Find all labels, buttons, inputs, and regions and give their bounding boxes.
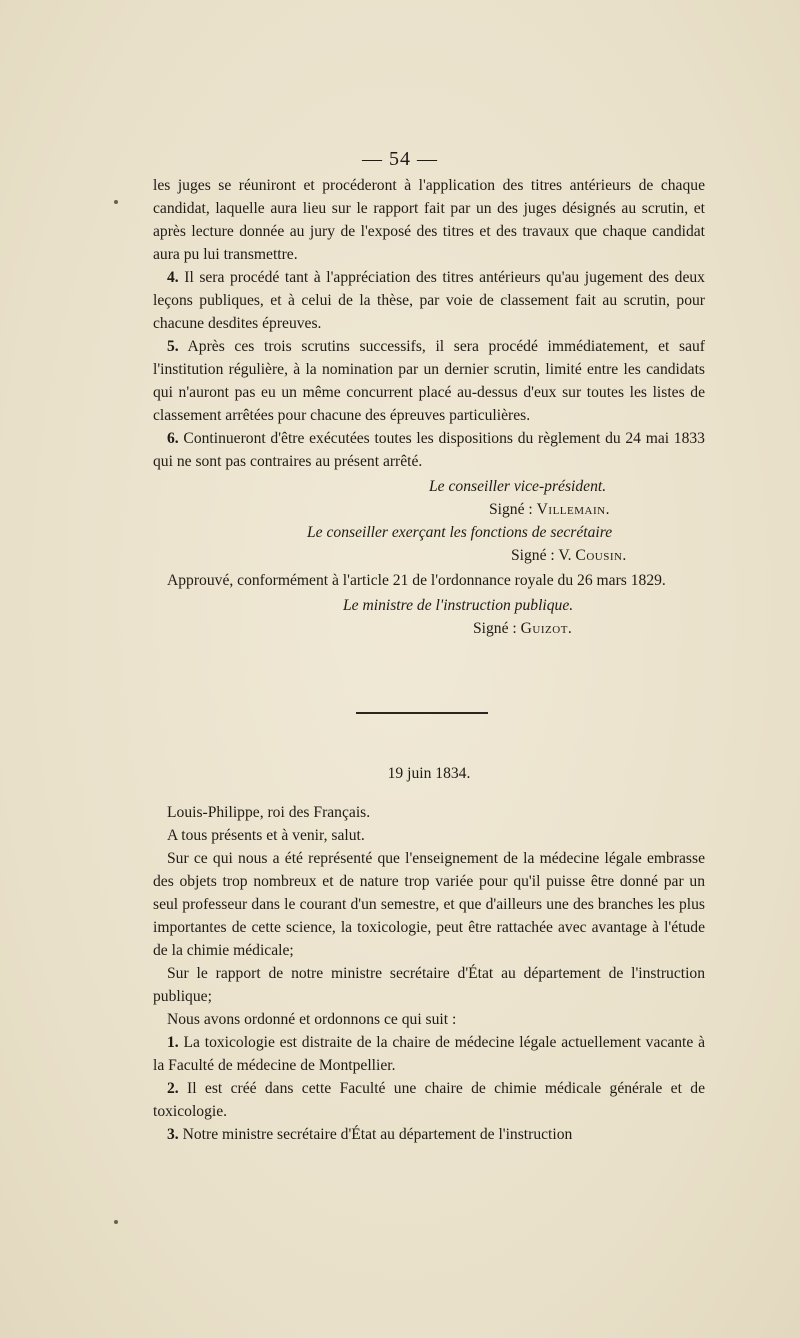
signature-secretary: [307, 521, 705, 567]
section-divider: [356, 712, 488, 714]
article-number: 5.: [167, 338, 179, 355]
signature-role: Le conseiller vice-président.: [429, 478, 607, 495]
article-number: 6.: [167, 430, 179, 447]
signature-line: [473, 617, 705, 640]
signature-minister: [343, 594, 705, 640]
signed-label: Signé :: [489, 501, 537, 518]
article-text: Continueront d'être exécutées toutes les dispositions du règlement du 24 mai 1833 qui ne sont pas contraires au présent arrêté.: [153, 430, 705, 470]
article-number: 3.: [167, 1126, 179, 1143]
article-text: Notre ministre secrétaire d'État au département de l'instruction: [182, 1126, 573, 1143]
signed-label: Signé :: [473, 620, 521, 637]
signature-name: Cousin.: [575, 547, 627, 564]
article-4: [153, 266, 705, 335]
paper-speck: [114, 1220, 118, 1224]
ordinance-date: 19 juin 1834.: [387, 765, 471, 782]
article-text: Il est créé dans cette Faculté une chaire de chimie médicale générale et de toxicologie.: [153, 1080, 705, 1120]
signature-line: [511, 544, 705, 567]
paragraph-ordonnons: Nous avons ordonné et ordonnons ce qui suit :: [167, 1011, 457, 1028]
signature-line: [489, 498, 705, 521]
article-6: [153, 427, 705, 473]
signature-name: Villemain.: [536, 501, 610, 518]
article-number: 1.: [167, 1034, 179, 1051]
salutation-line: A tous présents et à venir, salut.: [167, 827, 365, 844]
article-3: [153, 1123, 705, 1146]
paragraph-juges: les juges se réuniront et procéderont à l'application des titres antérieurs de chaque candidat, laquelle aura lieu sur le rapport fait par un des juges désignés au scrutin, et après lecture donnée au jury de l'exposé des titres et des travaux que chaque candidat aura pu lui transmettre.: [153, 177, 705, 263]
king-line: Louis-Philippe, roi des Français.: [167, 804, 371, 821]
regulation-text-block: [153, 174, 705, 640]
page-number: — 54 —: [362, 148, 438, 170]
article-text: Après ces trois scrutins successifs, il sera procédé immédiatement, et sauf l'institution régulière, à la nomination par un dernier scrutin, limité entre les candidats qui n'auront pas eu un même concurrent placé au-dessus d'eux sur toutes les listes de classement arrêtées pour chacune des épreuves particulières.: [153, 338, 706, 424]
signature-vice-president: [429, 475, 705, 521]
paragraph-considerant: Sur ce qui nous a été représenté que l'enseignement de la médecine légale embrasse des objets trop nombreux et de nature trop variée pour qu'il puisse être donné par un seul professeur dans le courant d'un semestre, et que d'ailleurs une des branches les plus importantes de cette science, la toxicologie, peut être rattachée avec avantage à l'étude de la chimie médicale;: [153, 850, 705, 959]
article-text: Il sera procédé tant à l'appréciation des titres antérieurs qu'au jugement des deux leçons publiques, et à celui de la thèse, par voie de classement fait au scrutin, pour chacune desdites épreuves.: [153, 269, 705, 332]
article-5: [153, 335, 705, 427]
article-2: [153, 1077, 705, 1123]
ordinance-text-block: [153, 762, 705, 1146]
article-text: La toxicologie est distraite de la chaire de médecine légale actuellement vacante à la Faculté de médecine de Montpellier.: [153, 1034, 706, 1074]
signature-name: Guizot.: [520, 620, 573, 637]
article-1: [153, 1031, 705, 1077]
article-number: 4.: [167, 269, 179, 286]
signature-role: Le conseiller exerçant les fonctions de secrétaire: [307, 524, 613, 541]
approval-paragraph: Approuvé, conformément à l'article 21 de l'ordonnance royale du 26 mars 1829.: [167, 572, 666, 589]
signed-label: Signé : V.: [511, 547, 576, 564]
paragraph-rapport: Sur le rapport de notre ministre secrétaire d'État au département de l'instruction publique;: [153, 965, 705, 1005]
article-number: 2.: [167, 1080, 179, 1097]
paper-speck: [114, 200, 118, 204]
signature-role: Le ministre de l'instruction publique.: [343, 597, 574, 614]
